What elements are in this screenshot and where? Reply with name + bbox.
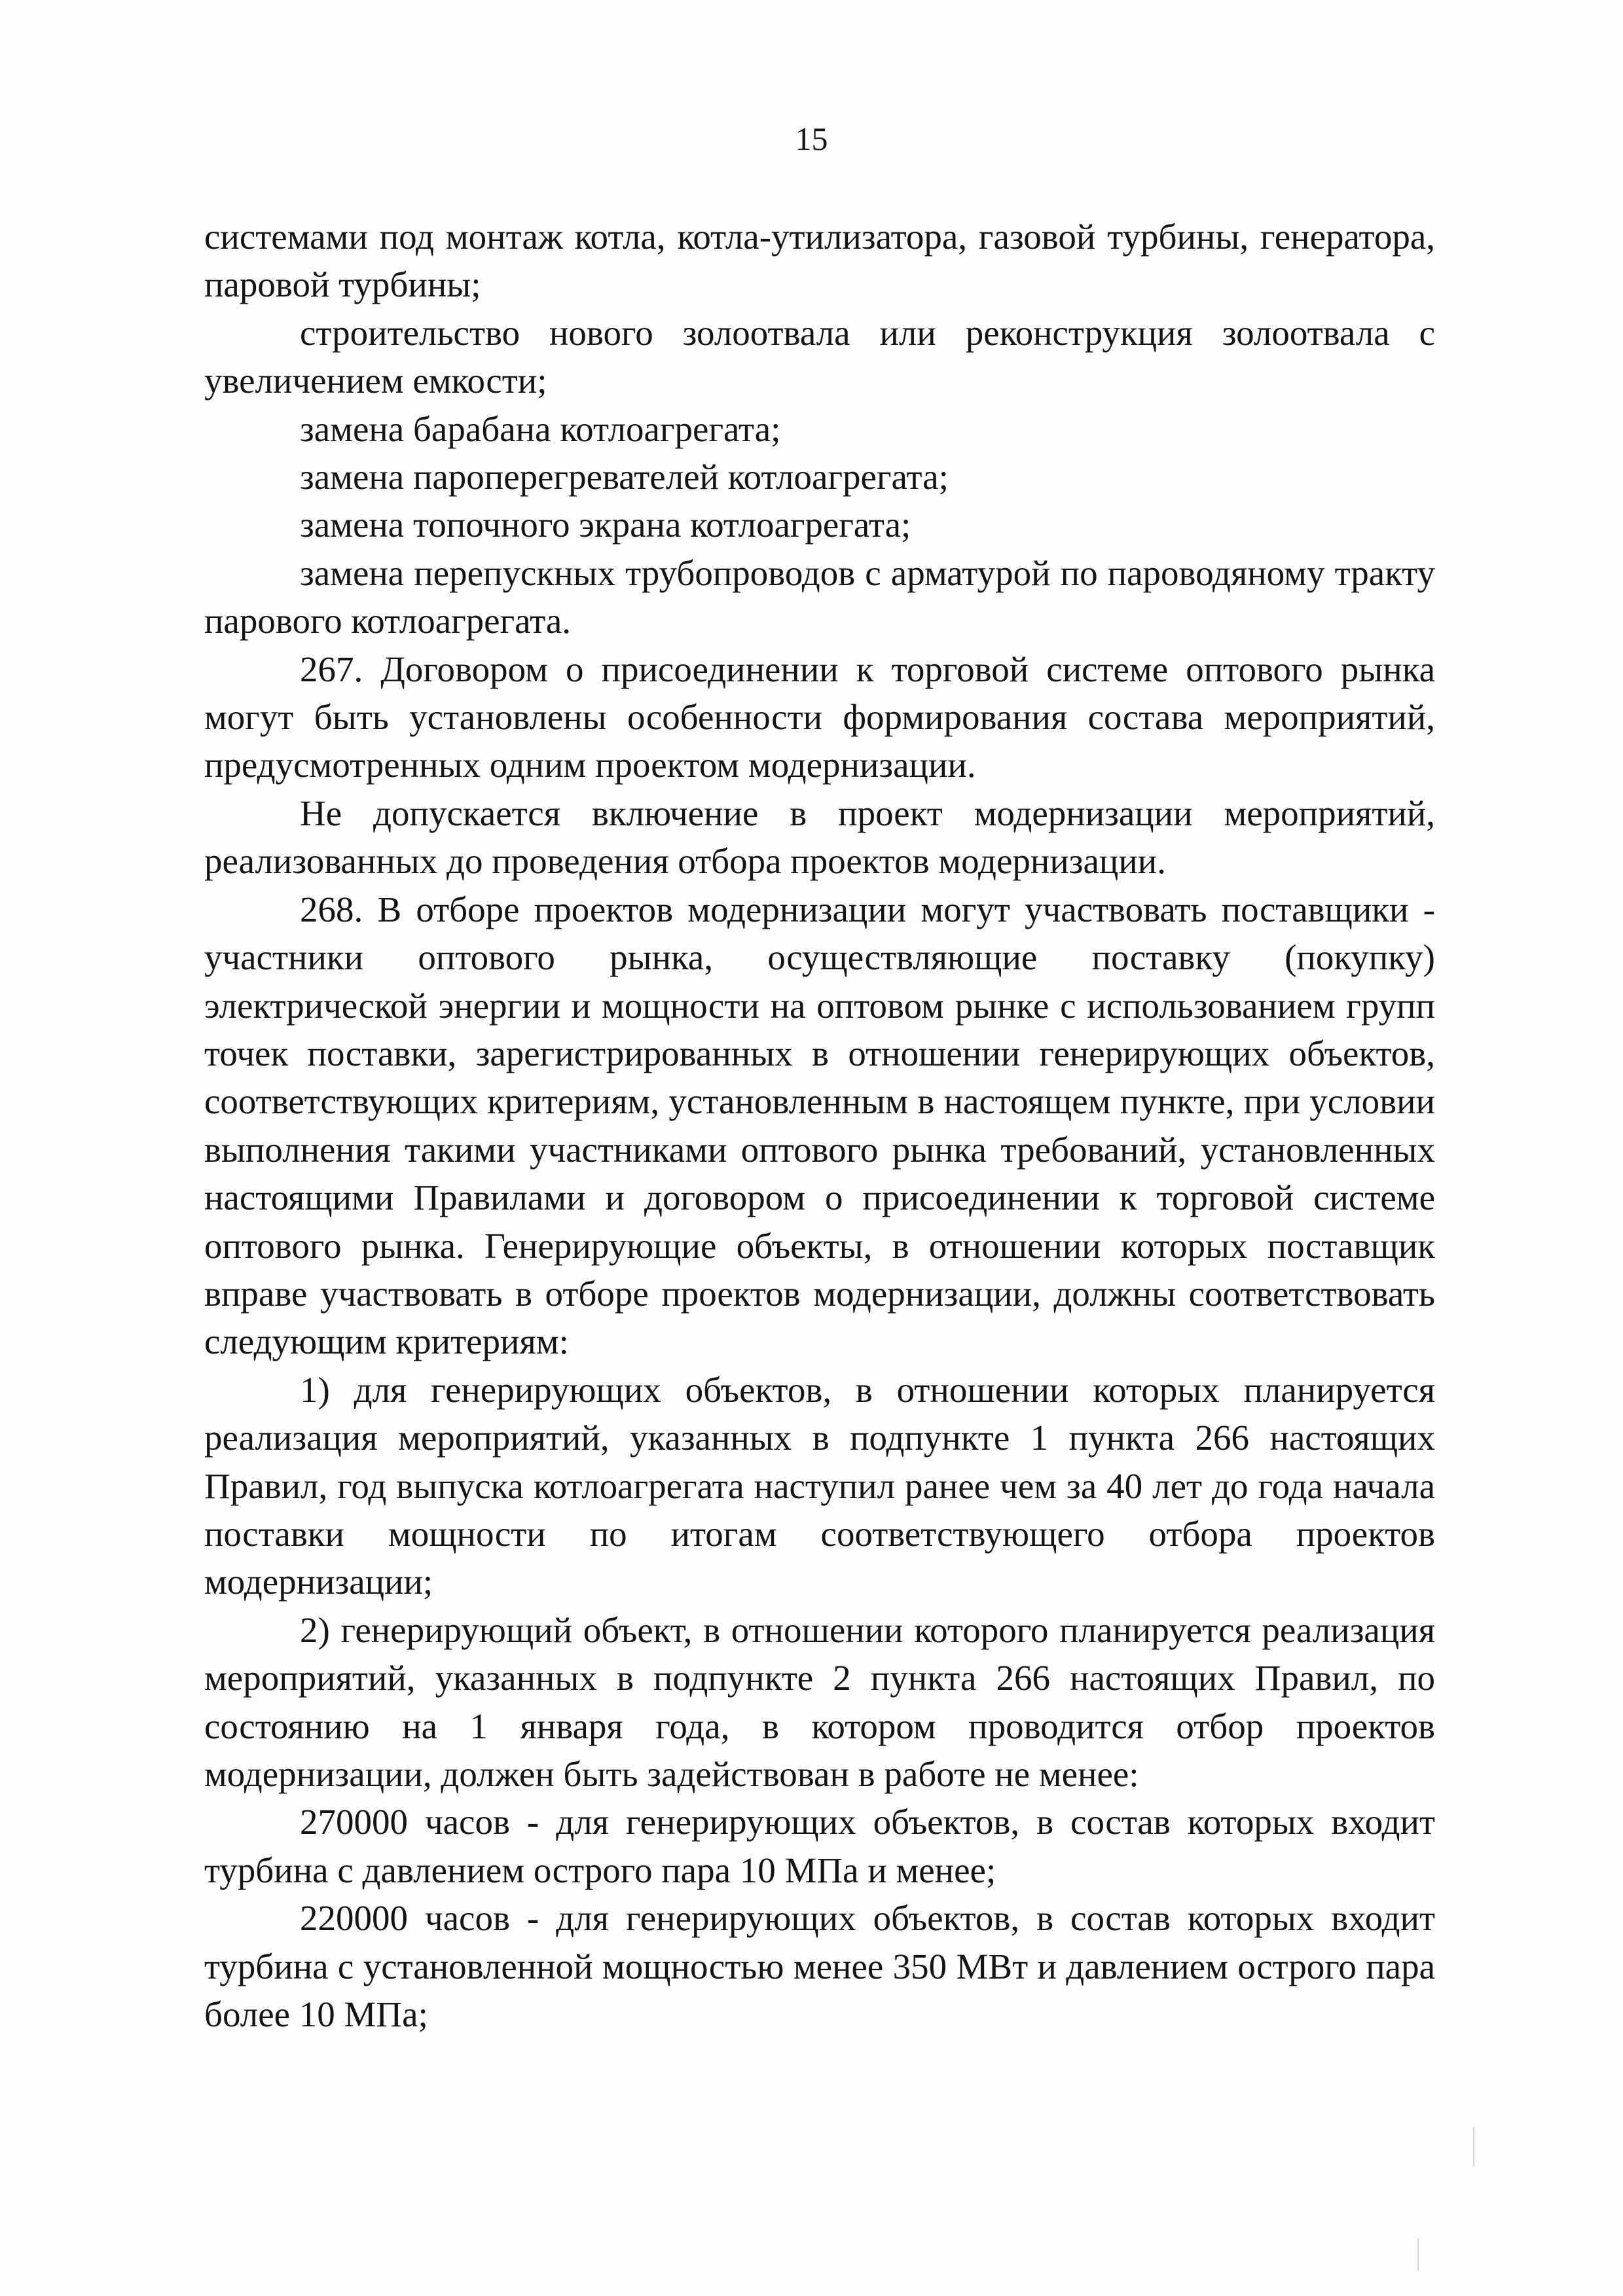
document-body <box>204 213 1435 2038</box>
paragraph-ash-dump: строительство нового золоотвала или реконструкция золоотвала с увеличением емкости; <box>204 312 1435 401</box>
paragraph-continuation: системами под монтаж котла, котла-утилизатора, газовой турбины, генератора, паровой турбины; <box>204 217 1435 305</box>
paragraph-drum-replacement: замена барабана котлоагрегата; <box>300 408 781 449</box>
scan-edge-mark <box>1417 2238 1419 2271</box>
paragraph-267: 267. Договором о присоединении к торговой системе оптового рынка могут быть установлены особенности формирования состава мероприятий, предусмотренных одним проектом модернизации. <box>204 649 1435 785</box>
paragraph-270000-hours: 270000 часов - для генерирующих объектов, в состав которых входит турбина с давлением острого пара 10 МПа и менее; <box>204 1802 1435 1890</box>
paragraph-not-allowed: Не допускается включение в проект модернизации мероприятий, реализованных до проведения отбора проектов модернизации. <box>204 793 1435 882</box>
paragraph-criterion-2: 2) генерирующий объект, в отношении которого планируется реализация мероприятий, указанных в подпункте 2 пункта 266 настоящих Правил, по состоянию на 1 января года, в котором проводится отбор проектов модернизации, должен быть задействован в работе не менее: <box>204 1609 1435 1794</box>
paragraph-220000-hours: 220000 часов - для генерирующих объектов, в состав которых входит турбина с установленной мощностью менее 350 МВт и давлением острого пара более 10 МПа; <box>204 1898 1435 2035</box>
paragraph-superheater-replacement: замена пароперегревателей котлоагрегата; <box>300 457 949 497</box>
scan-edge-mark <box>1473 2127 1474 2166</box>
paragraph-criterion-1: 1) для генерирующих объектов, в отношении которых планируется реализация мероприятий, указанных в подпункте 1 пункта 266 настоящих Правил, год выпуска котлоагрегата наступил ранее чем за 40 лет до года начала поставки мощности по итогам соответствующего отбора проектов модернизации; <box>204 1369 1435 1602</box>
page-number: 15 <box>795 120 828 157</box>
paragraph-furnace-screen-replacement: замена топочного экрана котлоагрегата; <box>300 505 911 545</box>
paragraph-268: 268. В отборе проектов модернизации могут участвовать поставщики - участники оптового рынка, осуществляющие поставку (покупку) электрической энергии и мощности на оптовом рынке с использованием групп точек поставки, зарегистрированных в отношении генерирующих объектов, соответствующих критериям, установленным в настоящем пункте, при условии выполнения такими участниками оптового рынка требований, установленных настоящими Правилами и договором о присоединении к торговой системе оптового рынка. Генерирующие объекты, в отношении которых поставщик вправе участвовать в отборе проектов модернизации, должны соответствовать следующим критериям: <box>204 889 1435 1362</box>
paragraph-bypass-pipelines: замена перепускных трубопроводов с арматурой по пароводяному тракту парового котлоагрегата. <box>204 552 1435 641</box>
